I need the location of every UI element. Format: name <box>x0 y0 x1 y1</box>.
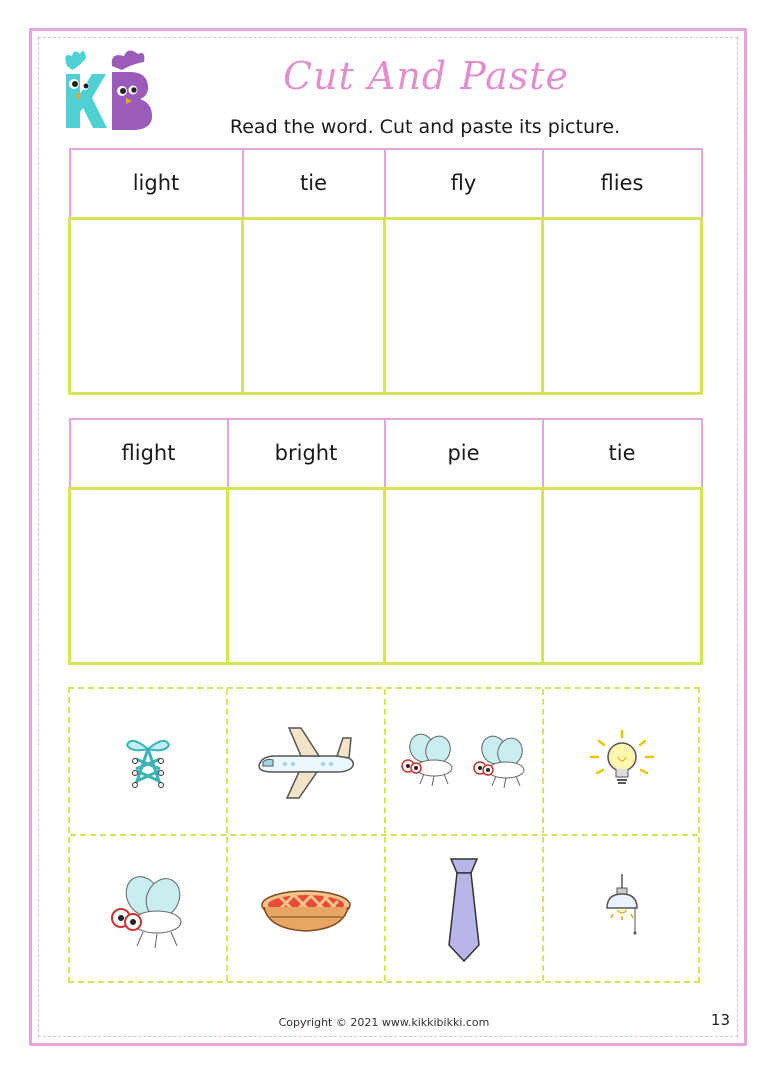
airplane-icon <box>251 722 361 802</box>
hanging-lamp-icon <box>597 870 647 950</box>
instruction-text: Read the word. Cut and paste its picture. <box>229 116 621 138</box>
cutout-cell[interactable] <box>70 689 226 834</box>
cutout-cell[interactable] <box>544 836 700 983</box>
word-cell: tie <box>243 149 385 218</box>
paste-box[interactable] <box>543 218 702 393</box>
cutout-grid <box>68 687 700 983</box>
cutout-cell[interactable] <box>228 689 384 834</box>
word-cell: flight <box>70 419 228 488</box>
word-cell: light <box>70 149 243 218</box>
single-fly-icon <box>103 870 193 950</box>
cutout-cell[interactable] <box>386 689 542 834</box>
word-table-2 <box>68 418 703 665</box>
necktie-icon <box>439 855 489 965</box>
paste-box[interactable] <box>70 218 243 393</box>
cutout-cell[interactable] <box>228 836 384 983</box>
word-cell: bright <box>228 419 385 488</box>
paste-box[interactable] <box>243 218 385 393</box>
word-cell: tie <box>543 419 702 488</box>
two-flies-icon <box>394 732 534 792</box>
cutout-cell[interactable] <box>70 836 226 983</box>
page-number: 13 <box>710 1011 730 1029</box>
pie-icon <box>258 885 354 935</box>
cutout-cell[interactable] <box>386 836 542 983</box>
paste-box[interactable] <box>70 488 228 663</box>
shoelace-tie-icon <box>113 727 183 797</box>
bright-bulb-icon <box>587 727 657 797</box>
word-cell: flies <box>543 149 702 218</box>
paste-box[interactable] <box>543 488 702 663</box>
word-cell: pie <box>385 419 543 488</box>
cutout-cell[interactable] <box>544 689 700 834</box>
paste-box[interactable] <box>385 218 543 393</box>
copyright-text: Copyright © 2021 www.kikkibikki.com <box>278 1016 490 1029</box>
word-cell: fly <box>385 149 543 218</box>
word-table-1 <box>68 148 703 395</box>
paste-box[interactable] <box>385 488 543 663</box>
paste-box[interactable] <box>228 488 385 663</box>
page-title: Cut And Paste <box>283 54 569 98</box>
